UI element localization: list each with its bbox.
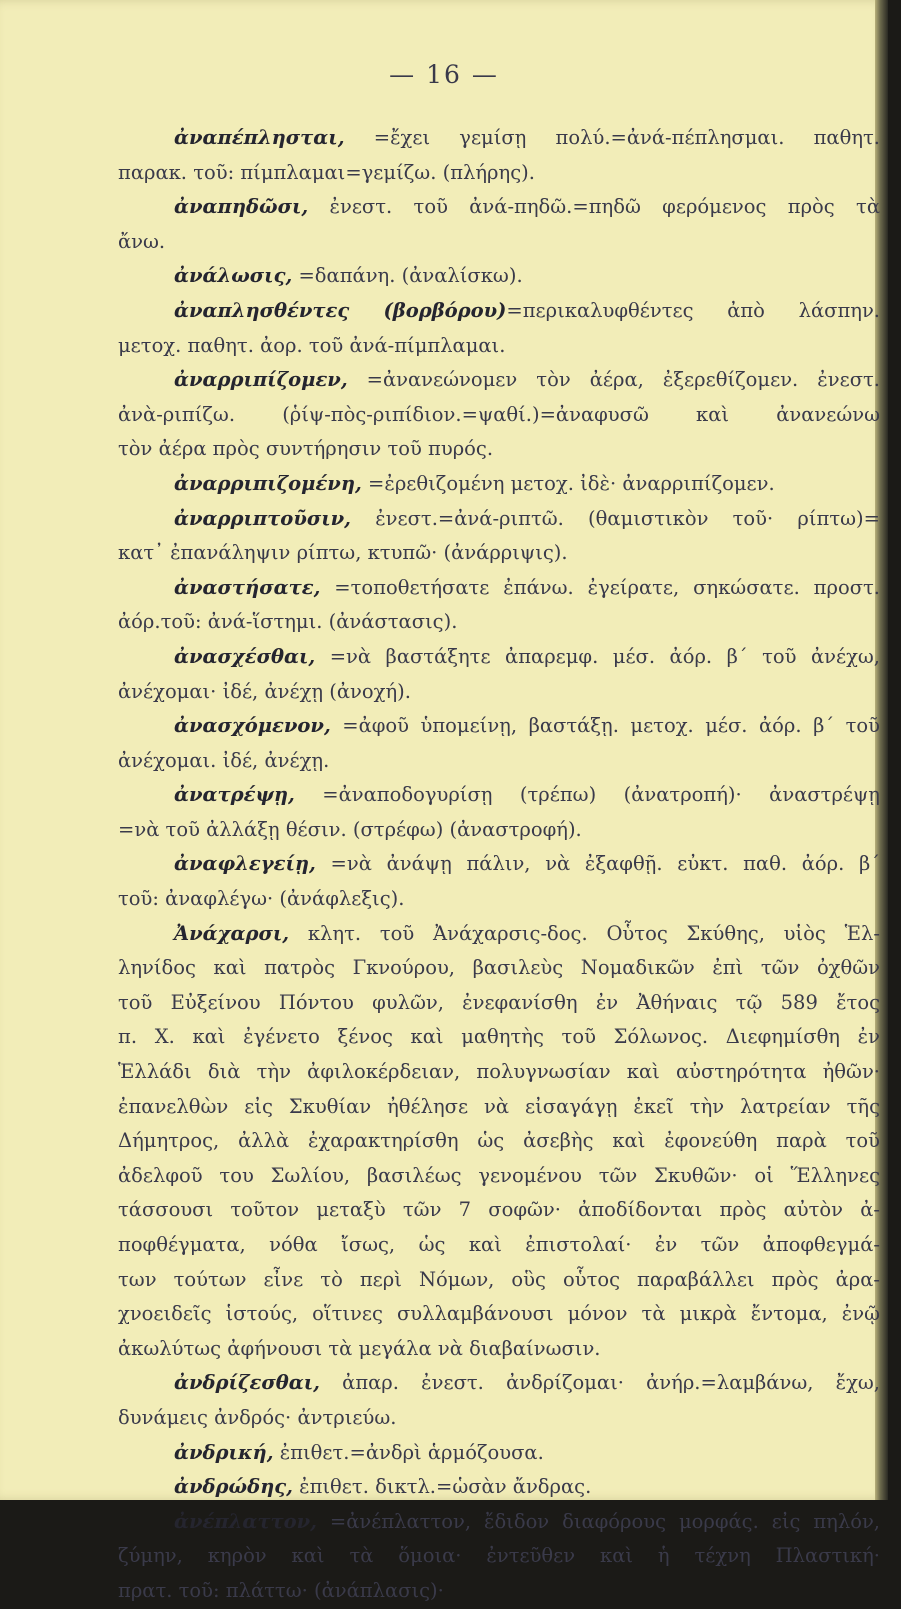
text-line: [118, 1020, 880, 1055]
text-line: [118, 329, 880, 364]
definition-text: ἀνέχομαι. ἰδέ, ἀνέχῃ.: [118, 748, 330, 772]
definition-text: δυνάμεις ἀνδρός· ἀντριεύω.: [118, 1405, 397, 1429]
text-line: [118, 1574, 880, 1609]
definition-text: Δήμητρος, ἀλλὰ ἐχαρακτηρίσθη ὡς ἀσεβὴς καὶ ἐφονεύθη παρὰ τοῦ: [118, 1129, 880, 1153]
definition-text: ἀνὰ-ριπίζω. (ῥίψ-πὸς-ριπίδιον.=ψαθί.)=ἀναφυσῶ καὶ ἀνανεώνω: [118, 402, 880, 426]
definition-text: =νὰ ἀνάψῃ πάλιν, νὰ ἐξαφθῇ. εὐκτ. παθ. ἀόρ. β΄: [315, 852, 880, 876]
definition-text: ἀπαρ. ἐνεστ. ἀνδρίζομαι· ἀνήρ.=λαμβάνω, ἔχω,: [319, 1371, 880, 1395]
definition-text: Ἑλλάδι διὰ τὴν ἀφιλοκέρδειαν, πολυγνωσίαν καὶ αὐστηρότητα ἠθῶν·: [118, 1060, 880, 1084]
headword: ἀνδρική,: [174, 1440, 274, 1464]
definition-text: =νὰ βαστάξητε ἀπαρεμφ. μέσ. ἀόρ. β΄ τοῦ ἀνέχω,: [315, 644, 880, 668]
text-line: [118, 1090, 880, 1125]
definition-text: ἐπιθετ. δικτλ.=ὡσὰν ἄνδρας.: [292, 1475, 592, 1499]
definition-text: τοῦ: ἀναφλέγω· (ἀνάφλεξις).: [118, 887, 405, 911]
text-line: [118, 675, 880, 710]
definition-text: ἀκωλύτως ἀφήνουσι τὰ μεγάλα νὰ διαβαίνωσιν.: [118, 1336, 601, 1360]
headword: ἀναφλεγείῃ,: [174, 852, 316, 876]
definition-text: ἀδελφοῦ του Σωλίου, βασιλέως γενομένου τῶν Σκυθῶν· οἱ Ἕλληνες: [118, 1163, 880, 1187]
text-line: [118, 778, 880, 813]
definition-text: τοῦ Εὐξείνου Πόντου φυλῶν, ἐνεφανίσθη ἐν Ἀθήναις τῷ 589 ἔτος: [118, 990, 880, 1014]
text-line: [118, 432, 880, 467]
headword: ἀνασχόμενον,: [174, 714, 331, 738]
text-line: [118, 571, 880, 606]
definition-text: πρατ. τοῦ: πλάττω· (ἀνάπλασις)·: [118, 1578, 444, 1602]
headword: Ἀνάχαρσι,: [174, 921, 290, 945]
text-line: [118, 1055, 880, 1090]
text-line: [118, 1401, 880, 1436]
text-line: [118, 190, 880, 225]
text-line: [118, 951, 880, 986]
definition-text: =ἀφοῦ ὑπομείνῃ, βαστάξῃ. μετοχ. μέσ. ἀόρ. β΄ τοῦ: [330, 714, 880, 738]
headword: ἀναπηδῶσι,: [174, 195, 309, 219]
definition-text: ἀνέχομαι· ἰδέ, ἀνέχῃ (ἀνοχή).: [118, 679, 411, 703]
text-line: [118, 917, 880, 952]
page-number: — 16 —: [389, 60, 499, 89]
definition-text: μετοχ. παθητ. ἀορ. τοῦ ἀνά-πίμπλαμαι.: [118, 333, 506, 357]
definition-text: των τούτων εἶνε τὸ περὶ Νόμων, οὓς οὗτος παραβάλλει πρὸς ἀρα-: [118, 1267, 880, 1291]
definition-text: ποφθέγματα, νόθα ἴσως, ὡς καὶ ἐπιστολαί· ἐν τῶν ἀποφθεγμά-: [118, 1233, 880, 1256]
headword: ἀναστήσατε,: [174, 575, 321, 599]
text-line: [118, 225, 880, 260]
headword: ἀναρριπιζομένη,: [174, 471, 362, 495]
definition-text: =ἀναποδογυρίσῃ (τρέπω) (ἀνατροπή)· ἀναστρέψῃ: [294, 783, 880, 807]
definition-text: ληνίδος καὶ πατρὸς Γκνούρου, βασιλεὺς Νομαδικῶν ἐπὶ τῶν ὀχθῶν: [118, 956, 880, 980]
headword: ἀνάλωσις,: [174, 264, 293, 288]
dictionary-text: [118, 121, 880, 1609]
headword: ἀνδρώδης,: [174, 1475, 293, 1499]
text-line: [118, 1193, 880, 1228]
text-line: [118, 882, 880, 917]
headword: ἀναπέπλησται,: [174, 126, 345, 149]
headword: ἀναρριπίζομεν,: [174, 368, 348, 392]
headword: ἀνέπλαττον,: [174, 1509, 317, 1533]
definition-text: =ἀνανεώνομεν τὸν ἀέρα, ἐξερεθίζομεν. ἐνεστ.: [347, 368, 880, 392]
definition-text: ζύμην, κηρὸν καὶ τὰ ὅμοια· ἐντεῦθεν καὶ ἡ τέχνη Πλαστική·: [118, 1544, 880, 1568]
definition-text: ἐνεστ.=ἀνά-ριπτῶ. (θαμιστικὸν τοῦ· ρίπτω)=: [350, 506, 880, 530]
headword: ἀναρριπτοῦσιν,: [174, 506, 351, 530]
definition-text: τάσσουσι τοῦτον μεταξὺ τῶν 7 σοφῶν· ἀποδίδονται πρὸς αὐτὸν ἀ-: [118, 1198, 880, 1222]
text-line: [118, 986, 880, 1021]
text-line: [118, 398, 880, 433]
text-line: [118, 1159, 880, 1194]
definition-text: =δαπάνη. (ἀναλίσκω).: [292, 264, 523, 288]
text-line: [118, 744, 880, 779]
text-line: [118, 1297, 880, 1332]
definition-text: κλητ. τοῦ Ἀνάχαρσις-δος. Οὗτος Σκύθης, υἱὸς Ἑλ-: [289, 921, 880, 945]
text-line: [118, 1366, 880, 1401]
definition-text: =ἔχει γεμίσῃ πολύ.=ἀνά-πέπλησμαι. παθητ.: [344, 126, 880, 149]
text-line: [118, 363, 880, 398]
definition-text: ἐπανελθὼν εἰς Σκυθίαν ἠθέλησε νὰ εἰσαγάγῃ ἐκεῖ τὴν λατρείαν τῆς: [118, 1094, 880, 1118]
definition-text: =ἀνέπλαττον, ἔδιδον διαφόρους μορφάς. εἰς πηλόν,: [316, 1509, 880, 1533]
definition-text: π. Χ. καὶ ἐγένετο ξένος καὶ μαθητὴς τοῦ Σόλωνος. Διεφημίσθη ἐν: [118, 1025, 880, 1049]
text-line: [118, 467, 880, 502]
text-line: [118, 640, 880, 675]
text-line: [118, 709, 880, 744]
text-line: [118, 1332, 880, 1367]
definition-text: ἀόρ.τοῦ: ἀνά-ἵστημι. (ἀνάστασις).: [118, 610, 458, 634]
definition-text: =περικαλυφθέντες ἀπὸ λάσπην.: [506, 298, 880, 322]
text-line: [118, 1539, 880, 1574]
text-line: [118, 1124, 880, 1159]
definition-text: =νὰ τοῦ ἀλλάξῃ θέσιν. (στρέφω) (ἀναστροφή).: [118, 817, 582, 841]
headword: ἀνατρέψῃ,: [174, 783, 295, 807]
text-line: [118, 502, 880, 537]
text-line: [118, 259, 880, 294]
text-line: [118, 1505, 880, 1540]
headword: ἀνδρίζεσθαι,: [174, 1371, 320, 1395]
text-line: [118, 1436, 880, 1471]
definition-text: ἐπιθετ.=ἀνδρὶ ἁρμόζουσα.: [273, 1440, 544, 1464]
text-line: [118, 1228, 880, 1263]
definition-text: τὸν ἀέρα πρὸς συντήρησιν τοῦ πυρός.: [118, 437, 494, 461]
headword: ἀναπλησθέντες (βορβόρου): [174, 298, 507, 322]
text-line: [118, 294, 880, 329]
text-line: [118, 605, 880, 640]
text-line: [118, 847, 880, 882]
text-line: [118, 813, 880, 848]
definition-text: ἄνω.: [118, 229, 166, 253]
text-line: [118, 121, 880, 156]
definition-text: παρακ. τοῦ: πίμπλαμαι=γεμίζω. (πλήρης).: [118, 160, 535, 184]
definition-text: =ἐρεθιζομένη μετοχ. ἰδὲ· ἀναρριπίζομεν.: [361, 471, 775, 495]
definition-text: χνοειδεῖς ἱστούς, οἵτινες συλλαμβάνουσι μόνον τὰ μικρὰ ἔντομα, ἐνῷ: [118, 1302, 880, 1326]
definition-text: =τοποθετήσατε ἐπάνω. ἐγείρατε, σηκώσατε. προστ.: [320, 575, 880, 599]
headword: ἀνασχέσθαι,: [174, 644, 316, 668]
definition-text: κατ᾽ ἐπανάληψιν ρίπτω, κτυπῶ· (ἀνάρριψις).: [118, 541, 568, 565]
text-line: [118, 156, 880, 191]
definition-text: ἐνεστ. τοῦ ἀνά-πηδῶ.=πηδῶ φερόμενος πρὸς τὰ: [308, 195, 880, 219]
text-line: [118, 536, 880, 571]
text-line: [118, 1263, 880, 1298]
